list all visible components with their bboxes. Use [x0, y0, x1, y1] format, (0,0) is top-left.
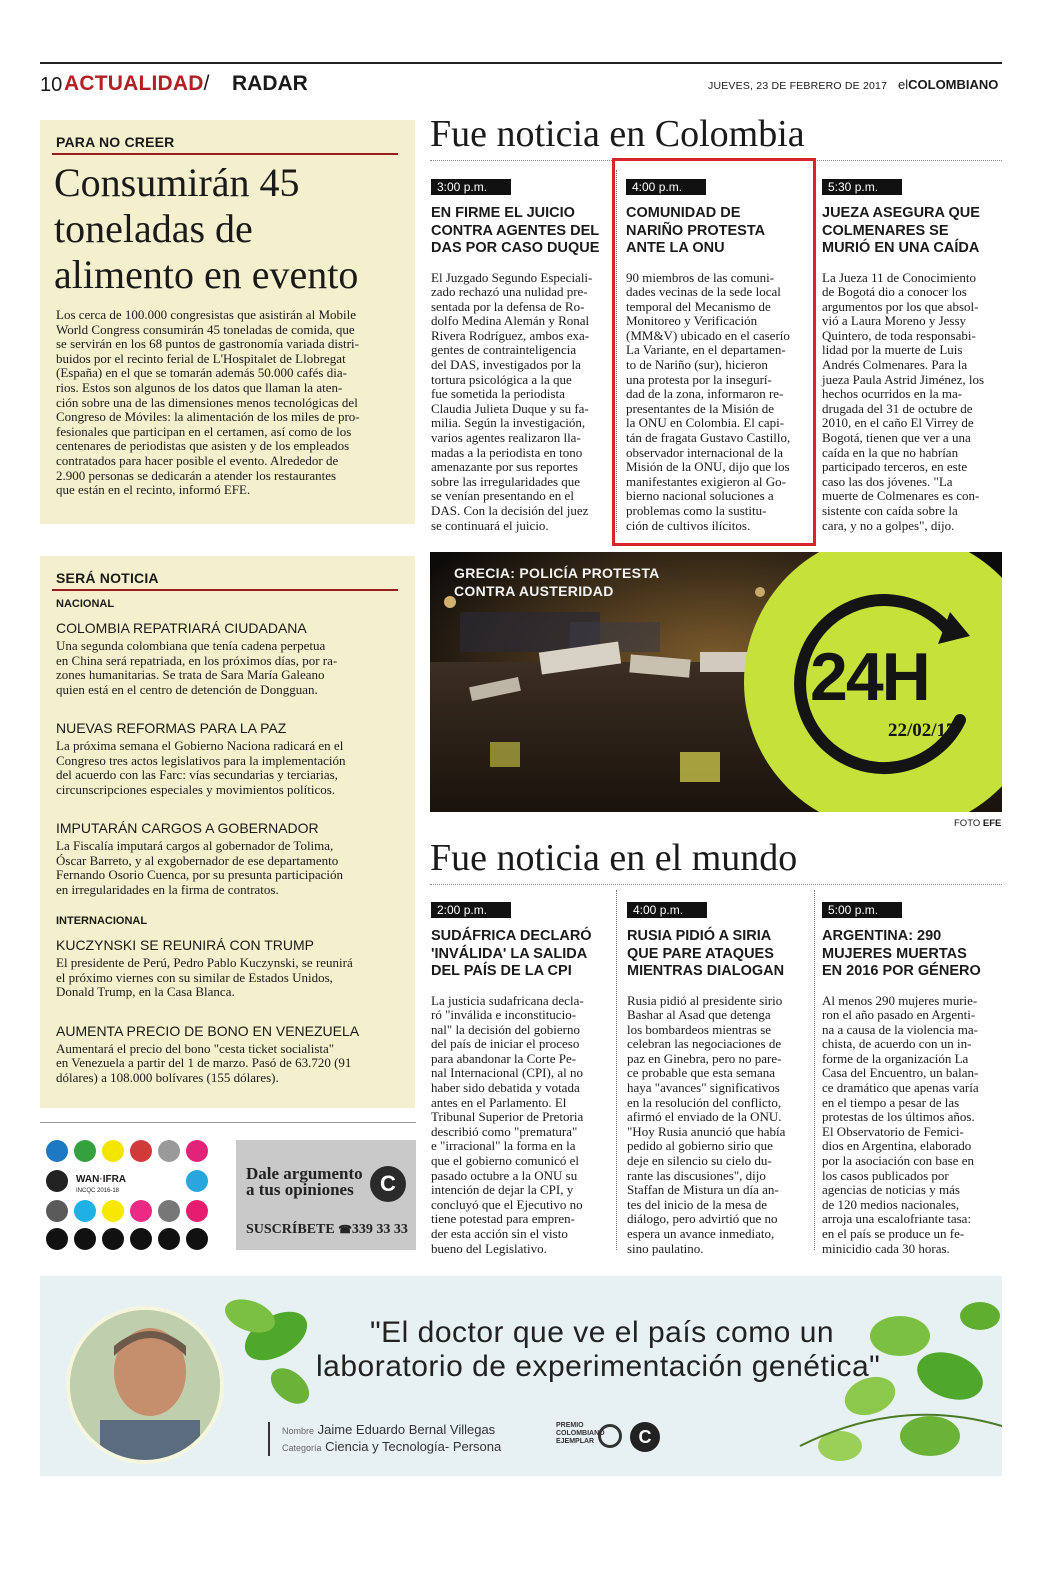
photo-credit: FOTO EFE: [954, 818, 1002, 829]
color-dot: [158, 1200, 180, 1222]
para-no-creer-body: Los cerca de 100.000 congresistas que asistirán al Mobile World Congress consumirán 45 toneladas de comida, que se servirán en los 68 puntos de gastronomía variada distri- buidos por el recinto ferial de L'Hospitalet de Llobregat (España) en el que se tomarán además 50.000 cafés dia- rios. Estos son algunos de los datos que llaman la aten- ción sobre una de las dimensiones menos tecnológicas del Congreso de Móviles: la alimentación de los miles de pro- fesionales que participan en el certamen, así como de los centenares de periodistas que asisten y de los empleados contratados para hacer posible el evento. Alrededor de 2.900 personas se dedicarán a atender los restaurantes que están en el recinto, informó EFE.: [56, 307, 360, 498]
colombia-story-1: [431, 176, 611, 533]
story-body: La Jueza 11 de Conocimiento de Bogotá dio a conocer los argumentos por los que absol- vió a Laura Moreno y Jessy Quintero, de toda responsabi- lidad por la muerte de Luis Andrés Colmenares. Para la jueza Paula Astrid Jiménez, los hechos ocurridos en la ma- drugada del 31 de octubre de 2010, en el caño El Virrey de Bogotá, tienen que ver a una caída en la que no habrían participado terceros, en este caso las dos jóvenes. "La muerte de Colmenares es con- sistente con caída sobre la cara, y no a golpes", dijo.: [822, 269, 985, 533]
news-brief: [56, 1023, 406, 1086]
para-no-creer-kicker: PARA NO CREER: [56, 134, 175, 150]
el-colombiano-logo-icon: C: [370, 1166, 406, 1202]
incqc-label: INCQC 2016-18: [76, 1188, 120, 1194]
time-label: 3:00 p.m.: [431, 179, 511, 195]
color-dot: [102, 1140, 124, 1162]
nominee-info: Nombre Jaime Eduardo Bernal Villegas Categoría Ciencia y Tecnología- Persona: [268, 1422, 501, 1456]
color-dot: [46, 1200, 68, 1222]
sera-noticia-list: [56, 598, 406, 1085]
time-label: 4:00 p.m.: [626, 179, 706, 195]
brief-section: NACIONAL: [56, 598, 115, 610]
brief-headline: KUCZYNSKI SE REUNIRÁ CON TRUMP: [56, 937, 314, 953]
subscribe-cta: SUSCRÍBETE ☎339 33 33: [246, 1222, 408, 1237]
news-brief: [56, 720, 406, 797]
banner-quote: "El doctor que ve el país como un laboratorio de experimentación genética": [316, 1316, 881, 1383]
color-dot: [74, 1140, 96, 1162]
color-dot: [102, 1228, 124, 1250]
mundo-title: Fue noticia en el mundo: [430, 837, 798, 879]
story-body: 90 miembros de las comuni- dades vecinas de la sede local temporal del Mecanismo de Monitoreo y Verificación (MM&V) ubicado en el caserío La Variante, en el departamen- to de Nariño (sur), hicieron una protesta por la insegurí- dad de la zona, informaron re- presentantes de la Misión de la ONU en Colombia. El capi- tán de fragata Gustavo Castillo, observador internacional de la Misión de la ONU, dijo que los manifestantes exigieron al Go- bierno nacional soluciones a problemas como la sustitu- ción de cultivos ilícitos.: [626, 269, 791, 533]
kicker-rule: [52, 153, 398, 155]
ads-rule: [40, 1122, 416, 1123]
story-headline: SUDÁFRICA DECLARÓ 'INVÁLIDA' LA SALIDA DEL PAÍS DE LA CPI: [431, 928, 592, 979]
mundo-story-2: [627, 899, 809, 1256]
color-dot: [186, 1200, 208, 1222]
wan-ifra-logo: WAN·IFRA: [76, 1174, 127, 1185]
color-dot: [74, 1228, 96, 1250]
mundo-story-3: [822, 899, 1002, 1256]
story-headline: JUEZA ASEGURA QUE COLMENARES SE MURIÓ EN UNA CAÍDA: [822, 205, 980, 256]
brief-headline: AUMENTA PRECIO DE BONO EN VENEZUELA: [56, 1022, 360, 1039]
brief-headline: NUEVAS REFORMAS PARA LA PAZ: [56, 720, 287, 736]
premio-banner: [40, 1276, 1002, 1476]
time-label: 2:00 p.m.: [431, 902, 511, 918]
story-body: La justicia sudafricana decla- ró "inválida e inconstitucio- nal" la decisión del gobierno del país de iniciar el proceso para abandonar la Corte Pe- nal Internacional (CPI), al no haber sido debatida y votada antes en el Parlamento. El Tribunal Superior de Pretoria describió como "prematura" e "irracional" la forma en la que el gobierno comunicó el pasado octubre a la ONU su intención de dejar la CPI, y concluyó que el Ejecutivo no tiene potestad para empren- der esta acción sin el visto bueno del Legislativo.: [431, 992, 584, 1256]
el-colombiano-logo-icon: C: [630, 1422, 660, 1452]
colombia-story-2: [626, 176, 808, 533]
color-dot: [158, 1228, 180, 1250]
badge-24h: 24H: [810, 639, 929, 715]
color-dot: [186, 1228, 208, 1250]
mundo-story-1: [431, 899, 611, 1256]
portrait-illustration: [70, 1310, 220, 1460]
color-dot: [74, 1200, 96, 1222]
photo-caption: GRECIA: POLICÍA PROTESTA CONTRA AUSTERIDAD: [454, 565, 660, 599]
subscribe-tagline: Dale argumento a tus opiniones: [246, 1164, 363, 1199]
color-dot: [186, 1170, 208, 1192]
brief-body: La próxima semana el Gobierno Naciona radicará en el Congreso tres actos legislativos para la implementación del acuerdo con las Farc: vías secundarias y terciarias, circunscripciones especiales y movimientos políticos.: [56, 738, 346, 797]
badge-date: 22/02/17: [888, 720, 956, 741]
brand-logo: elCOLOMBIANO: [898, 77, 999, 92]
time-label: 5:00 p.m.: [822, 902, 902, 918]
mundo-title-rule: [430, 884, 1002, 885]
kicker-rule: [52, 589, 398, 591]
protest-photo: [430, 552, 1002, 812]
news-brief: [56, 915, 406, 1000]
mundo-col-divider-1: [616, 890, 617, 1250]
news-brief: [56, 598, 406, 697]
color-dot: [186, 1140, 208, 1162]
brief-body: Una segunda colombiana que tenía cadena perpetua en China será repatriada, en los próximos días, por ra- zones humanitarias. Se trata de Sara María Galeano quien está en el centro de detención de Dongguan.: [56, 638, 338, 697]
story-body: Al menos 290 mujeres murie- ron el año pasado en Argenti- na a causa de la violencia ma- chista, de acuerdo con un in- forme de la organización La Casa del Encuentro, un balan- ce dramático que apenas varía en el tiempo a pesar de las protestas de los últimos años. El Observatorio de Femici- dios en Argentina, elaborado por la asociación con base en los casos publicados por agencias de noticias y más de 120 medios nacionales, arroja una escalofriante tasa: en el país se produce un fe- minicidio cada 30 horas.: [822, 992, 979, 1256]
issue-date: JUEVES, 23 DE FEBRERO DE 2017: [708, 80, 888, 92]
premio-logo: PREMIO COLOMBIANO EJEMPLAR: [556, 1422, 605, 1445]
colombia-story-3: [822, 176, 1002, 533]
story-headline: ARGENTINA: 290 MUJERES MUERTAS EN 2016 POR GÉNERO: [822, 928, 981, 979]
brief-body: El presidente de Perú, Pedro Pablo Kuczynski, se reunirá el próximo viernes con su similar de Estados Unidos, Donald Trump, en la Casa Blanca.: [56, 955, 353, 999]
sera-noticia-kicker: SERÁ NOTICIA: [56, 570, 159, 586]
story-headline: RUSIA PIDIÓ A SIRIA QUE PARE ATAQUES MIENTRAS DIALOGAN: [627, 928, 785, 979]
subsection-name: RADAR: [232, 72, 308, 95]
subscribe-ad[interactable]: [236, 1140, 416, 1250]
colombia-title: Fue noticia en Colombia: [430, 113, 805, 155]
story-body: Rusia pidió al presidente sirio Bashar al Asad que detenga los bombardeos mientras se celebran las negociaciones de paz en Ginebra, pero no pare- ce probable que esta semana haya "avances" significativos en la resolución del conflicto, afirmó el enviado de la ONU. "Hoy Rusia anunció que había pedido al gobierno sirio que deje en silencio su cielo du- rante las discusiones", dijo Staffan de Mistura un día an- tes del inicio de la mesa de diálogo, pero advirtió que no espera un avance inmediato, sino paulatino.: [627, 992, 786, 1256]
story-body: El Juzgado Segundo Especiali- zado rechazó una nulidad pre- sentada por la defensa de Ro- dolfo Medina Alemán y Ronal Rivera Rodríguez, ambos exa- gentes de contrainteligencia del DAS, investigados por la tortura psicológica a la que fue sometida la periodista Claudia Julieta Duque y su fa- milia. Según la investigación, varios agentes realizaron lla- madas a la periodista en tono amenazante por sus reportes sobre las irregularidades que se venían presentando en el DAS. Con la decisión del juez se continuará el juicio.: [431, 269, 593, 533]
mundo-col-divider-2: [814, 890, 815, 1250]
time-label: 4:00 p.m.: [627, 902, 707, 918]
brief-section: INTERNACIONAL: [56, 915, 148, 927]
brief-headline: IMPUTARÁN CARGOS A GOBERNADOR: [56, 820, 319, 836]
brief-body: La Fiscalía imputará cargos al gobernador de Tolima, Óscar Barreto, y al exgobernador de ese departamento Fernando Osorio Cuenca, por su presunta participación en irregularidades en la firma de contratos.: [56, 838, 344, 897]
color-registration-target: [46, 1140, 216, 1252]
color-dot: [102, 1200, 124, 1222]
color-dot: [46, 1170, 68, 1192]
brief-headline: COLOMBIA REPATRIARÁ CIUDADANA: [56, 620, 307, 636]
color-dot: [130, 1200, 152, 1222]
color-dot: [46, 1228, 68, 1250]
brief-body: Aumentará el precio del bono "cesta ticket socialista" en Venezuela a partir del 1 de marzo. Pasó de 63.720 (91 dólares) a 108.000 bolívares (155 dólares).: [56, 1040, 352, 1085]
page-number: 10: [40, 74, 63, 96]
news-brief: [56, 820, 406, 897]
color-dot: [130, 1228, 152, 1250]
portrait-photo: [66, 1306, 224, 1464]
color-dot: [46, 1140, 68, 1162]
header-rule: [40, 62, 1002, 64]
story-headline: COMUNIDAD DE NARIÑO PROTESTA ANTE LA ONU: [626, 205, 766, 256]
color-dot: [158, 1140, 180, 1162]
section-name: ACTUALIDAD/: [64, 72, 210, 95]
color-dot: [130, 1140, 152, 1162]
time-label: 5:30 p.m.: [822, 179, 902, 195]
runner-icon: [598, 1424, 622, 1448]
para-no-creer-headline: Consumirán 45 toneladas de alimento en evento: [54, 160, 359, 297]
story-headline: EN FIRME EL JUICIO CONTRA AGENTES DEL DAS POR CASO DUQUE: [431, 205, 600, 256]
